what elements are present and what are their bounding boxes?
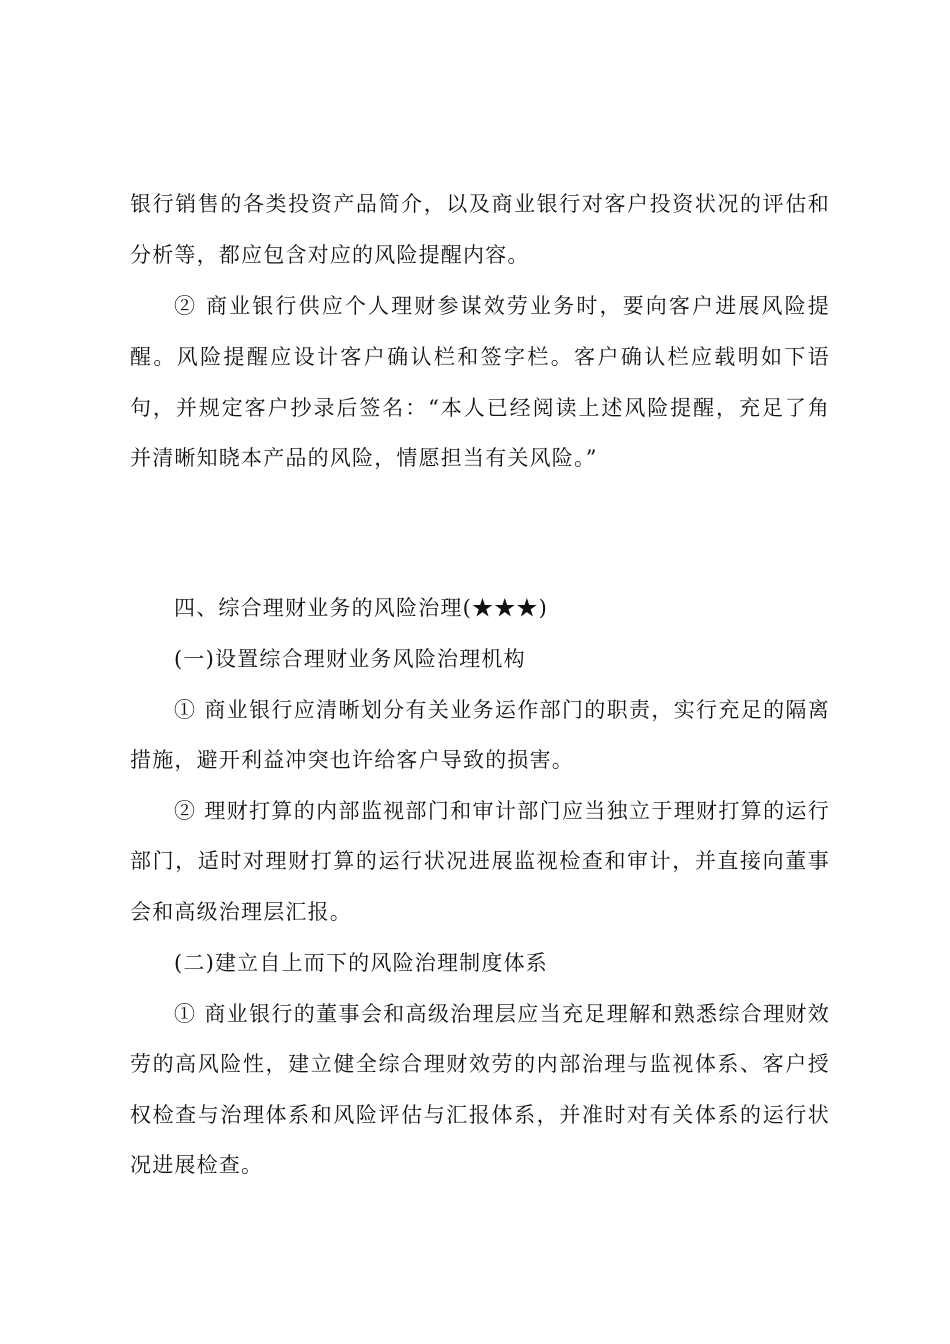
paragraph-line: 分析等，都应包含对应的风险提醒内容。 <box>130 243 530 267</box>
paragraph-line: ② 理财打算的内部监视部门和审计部门应当独立于理财打算的运行 <box>174 799 830 823</box>
paragraph-line: 醒。风险提醒应设计客户确认栏和签字栏。客户确认栏应载明如下语 <box>130 345 830 369</box>
paragraph-line: ① 商业银行的董事会和高级治理层应当充足理解和熟悉综合理财效 <box>174 1002 830 1026</box>
section-heading: 四、综合理财业务的风险治理(★★★) <box>174 596 548 620</box>
paragraph-line: 句，并规定客户抄录后签名：“本人已经阅读上述风险提醒，充足了角 <box>130 396 830 420</box>
paragraph-line: 措施，避开利益冲突也许给客户导致的损害。 <box>130 748 574 772</box>
paragraph-line: 并清晰知晓本产品的风险，情愿担当有关风险。” <box>130 446 598 470</box>
paragraph-line: 况进展检查。 <box>130 1153 264 1177</box>
subsection-heading: (二)建立自上而下的风险治理制度体系 <box>174 951 548 975</box>
paragraph-line: 部门，适时对理财打算的运行状况进展监视检查和审计，并直接向董事 <box>130 849 830 873</box>
paragraph-line: 银行销售的各类投资产品简介，以及商业银行对客户投资状况的评估和 <box>130 192 830 216</box>
subsection-heading: (一)设置综合理财业务风险治理机构 <box>174 647 526 671</box>
paragraph-line: 会和高级治理层汇报。 <box>130 900 352 924</box>
paragraph-line: ② 商业银行供应个人理财参谋效劳业务时，要向客户进展风险提 <box>174 294 830 318</box>
paragraph-line: ① 商业银行应清晰划分有关业务运作部门的职责，实行充足的隔离 <box>174 698 830 722</box>
paragraph-line: 劳的高风险性，建立健全综合理财效劳的内部治理与监视体系、客户授 <box>130 1052 830 1076</box>
paragraph-line: 权检查与治理体系和风险评估与汇报体系，并准时对有关体系的运行状 <box>130 1103 830 1127</box>
